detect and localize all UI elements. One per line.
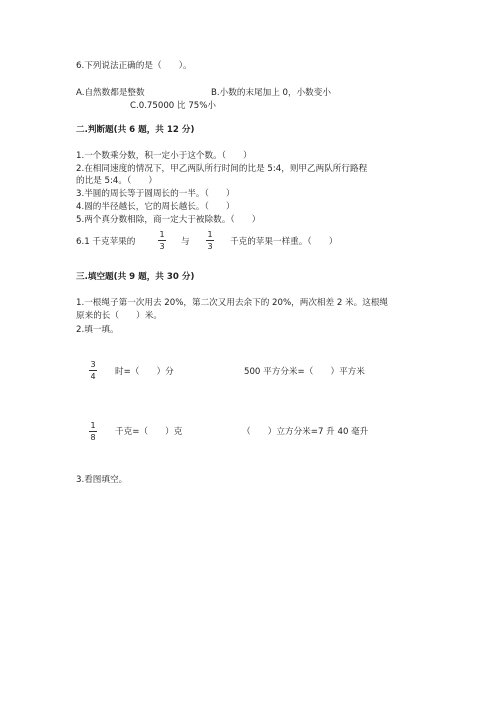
fraction-denominator: 4 [90, 372, 96, 381]
fraction-bar [89, 370, 97, 371]
section-2-title: 二.判断题(共 6 题，共 12 分) [76, 125, 195, 135]
fraction-bar [206, 240, 214, 241]
fraction-bar [89, 431, 97, 432]
fill-q1-line2: 原来的长（ ）米。 [76, 311, 162, 321]
fraction-denominator: 3 [159, 242, 165, 251]
fraction-bar [158, 240, 166, 241]
section-3-title: 三.填空题(共 9 题，共 30 分) [76, 272, 195, 282]
judge-item-2-cont: 的比是 5:4。（ ） [76, 176, 158, 186]
question-6-option-c: C.0.75000 比 75%小 [130, 101, 217, 111]
judge-item-6-mid: 与 [181, 237, 190, 247]
judge-item-3: 3.半圆的周长等于圆周长的一半。（ ） [76, 189, 235, 199]
judge-item-4: 4.圆的半径越长，它的周长越长。（ ） [76, 202, 235, 212]
question-6-stem: 6.下列说法正确的是（ ）。 [76, 61, 192, 71]
question-6-option-b: B.小数的末尾加上 0，小数变小 [211, 88, 331, 98]
fraction-one-third-b [206, 230, 214, 251]
fill-q1-line1: 1.一根绳子第一次用去 20%，第二次又用去余下的 20%，两次相差 2 米。这根绳 [76, 298, 389, 308]
fraction-denominator: 8 [90, 433, 96, 442]
fraction-numerator: 1 [90, 421, 96, 430]
question-6-option-a: A.自然数都是整数 [76, 88, 145, 98]
judge-item-6-suffix: 千克的苹果一样重。（ ） [230, 237, 338, 247]
fraction-numerator: 1 [159, 230, 165, 239]
judge-item-5: 5.两个真分数相除，商一定大于被除数。（ ） [76, 215, 261, 225]
fill-q3: 3.看图填空。 [76, 475, 128, 485]
judge-item-2: 2.在相同速度的情况下，甲乙两队所行时间的比是 5:4，则甲乙两队所行路程 [76, 164, 368, 174]
fraction-one-third-a [158, 230, 166, 251]
fill-row1-left: 时=（ ）分 [115, 367, 174, 377]
fill-row2-right: （ ）立方分米=7 升 40 毫升 [242, 427, 369, 437]
judge-item-1: 1.一个数乘分数，积一定小于这个数。（ ） [76, 151, 252, 161]
judge-item-6-prefix: 6.1 千克苹果的 [76, 237, 136, 247]
fraction-numerator: 1 [207, 230, 213, 239]
fraction-one-eighth [89, 421, 97, 442]
fill-row2-left: 千克=（ ）克 [115, 427, 183, 437]
fraction-three-quarters [89, 360, 97, 381]
fill-q2: 2.填一填。 [76, 325, 119, 335]
fill-row1-right: 500 平方分米=（ ）平方米 [244, 367, 365, 377]
fraction-numerator: 3 [90, 360, 96, 369]
fraction-denominator: 3 [207, 242, 213, 251]
